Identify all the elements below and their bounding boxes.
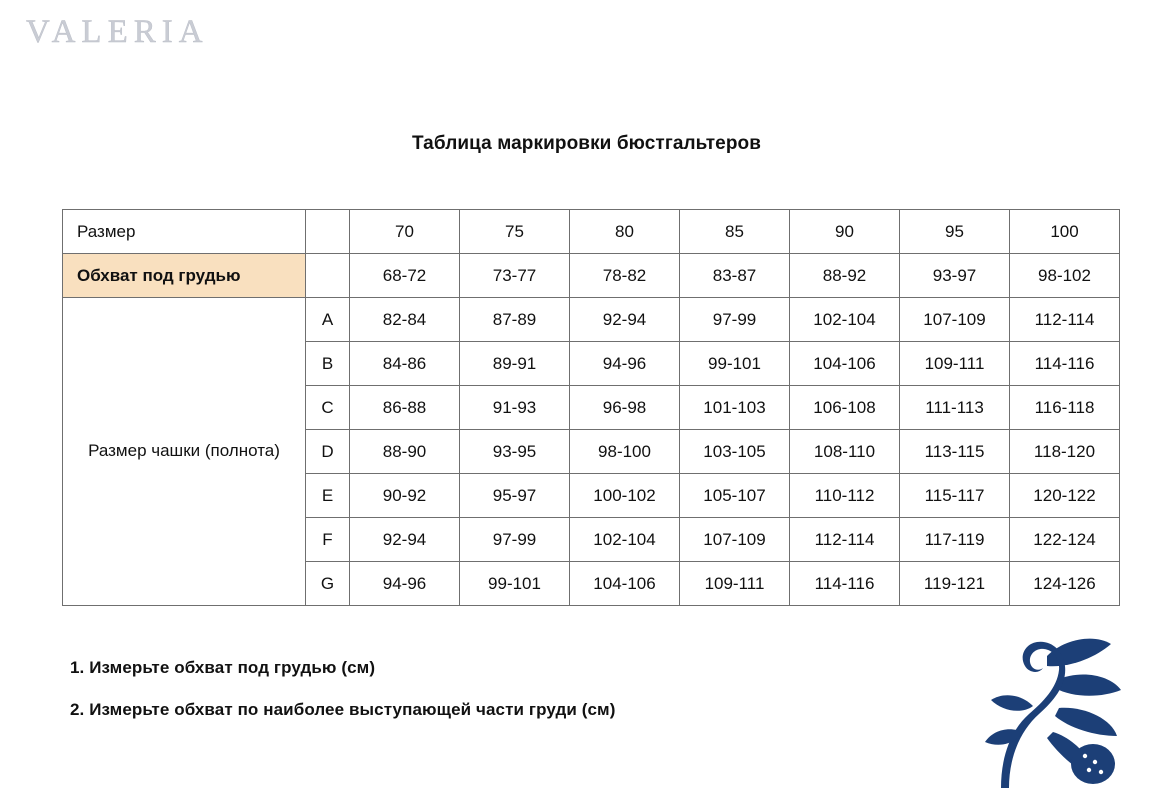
- instruction-step-1: 1. Измерьте обхват под грудью (см): [70, 658, 376, 677]
- cup-b-value-80: 94-96: [570, 342, 680, 386]
- cup-d-value-70: 88-90: [350, 430, 460, 474]
- cup-a-value-95: 107-109: [900, 298, 1010, 342]
- cup-size-block-label: Размер чашки (полнота): [63, 298, 306, 606]
- header-size-label: Размер: [63, 210, 306, 254]
- cup-e-value-70: 90-92: [350, 474, 460, 518]
- cup-e-value-100: 120-122: [1010, 474, 1120, 518]
- header-size-75: 75: [460, 210, 570, 254]
- cup-g-value-80: 104-106: [570, 562, 680, 606]
- cup-d-value-75: 93-95: [460, 430, 570, 474]
- cup-a-value-80: 92-94: [570, 298, 680, 342]
- header-size-80: 80: [570, 210, 680, 254]
- underbust-value-70: 68-72: [350, 254, 460, 298]
- floral-flourish-decoration: [897, 610, 1157, 790]
- cup-c-value-100: 116-118: [1010, 386, 1120, 430]
- cup-b-value-70: 84-86: [350, 342, 460, 386]
- cup-g-value-90: 114-116: [790, 562, 900, 606]
- cup-d-value-95: 113-115: [900, 430, 1010, 474]
- table-header-row: [63, 210, 1120, 254]
- underbust-value-75: 73-77: [460, 254, 570, 298]
- cup-f-value-70: 92-94: [350, 518, 460, 562]
- cup-e-value-80: 100-102: [570, 474, 680, 518]
- cup-c-value-85: 101-103: [680, 386, 790, 430]
- cup-a-value-85: 97-99: [680, 298, 790, 342]
- cup-e-value-90: 110-112: [790, 474, 900, 518]
- size-table-container: [62, 209, 1111, 606]
- bra-size-table: [62, 209, 1120, 606]
- cup-f-value-80: 102-104: [570, 518, 680, 562]
- cup-b-value-90: 104-106: [790, 342, 900, 386]
- header-size-100: 100: [1010, 210, 1120, 254]
- cup-e-value-75: 95-97: [460, 474, 570, 518]
- cup-f-value-85: 107-109: [680, 518, 790, 562]
- cup-f-value-75: 97-99: [460, 518, 570, 562]
- cup-g-value-75: 99-101: [460, 562, 570, 606]
- cup-c-value-80: 96-98: [570, 386, 680, 430]
- cup-e-value-85: 105-107: [680, 474, 790, 518]
- cup-d-value-80: 98-100: [570, 430, 680, 474]
- cup-c-value-70: 86-88: [350, 386, 460, 430]
- header-size-70: 70: [350, 210, 460, 254]
- cup-letter-a: A: [306, 298, 350, 342]
- cup-letter-d: D: [306, 430, 350, 474]
- cup-b-value-85: 99-101: [680, 342, 790, 386]
- cup-a-value-75: 87-89: [460, 298, 570, 342]
- cup-f-value-95: 117-119: [900, 518, 1010, 562]
- header-size-95: 95: [900, 210, 1010, 254]
- cup-g-value-100: 124-126: [1010, 562, 1120, 606]
- cup-a-value-90: 102-104: [790, 298, 900, 342]
- page-title: Таблица маркировки бюстгальтеров: [411, 133, 762, 154]
- cup-letter-e: E: [306, 474, 350, 518]
- cup-letter-c: C: [306, 386, 350, 430]
- cup-c-value-95: 111-113: [900, 386, 1010, 430]
- underbust-label: Обхват под грудью: [63, 254, 306, 298]
- underbust-value-90: 88-92: [790, 254, 900, 298]
- underbust-letter: [306, 254, 350, 298]
- cup-letter-f: F: [306, 518, 350, 562]
- measurement-instructions: [70, 658, 870, 742]
- cup-b-value-75: 89-91: [460, 342, 570, 386]
- instruction-step-2: 2. Измерьте обхват по наиболее выступающей части груди (см): [70, 700, 616, 719]
- table-row-underbust: [63, 254, 1120, 298]
- header-letter-col: [306, 210, 350, 254]
- cup-c-value-75: 91-93: [460, 386, 570, 430]
- cup-letter-b: B: [306, 342, 350, 386]
- cup-d-value-85: 103-105: [680, 430, 790, 474]
- underbust-value-95: 93-97: [900, 254, 1010, 298]
- cup-d-value-90: 108-110: [790, 430, 900, 474]
- header-size-85: 85: [680, 210, 790, 254]
- cup-d-value-100: 118-120: [1010, 430, 1120, 474]
- cup-e-value-95: 115-117: [900, 474, 1010, 518]
- cup-b-value-100: 114-116: [1010, 342, 1120, 386]
- underbust-value-100: 98-102: [1010, 254, 1120, 298]
- brand-logo: VALERIA: [26, 14, 209, 50]
- cup-letter-g: G: [306, 562, 350, 606]
- cup-f-value-100: 122-124: [1010, 518, 1120, 562]
- cup-f-value-90: 112-114: [790, 518, 900, 562]
- cup-g-value-70: 94-96: [350, 562, 460, 606]
- cup-a-value-70: 82-84: [350, 298, 460, 342]
- underbust-value-85: 83-87: [680, 254, 790, 298]
- cup-c-value-90: 106-108: [790, 386, 900, 430]
- cup-a-value-100: 112-114: [1010, 298, 1120, 342]
- cup-g-value-95: 119-121: [900, 562, 1010, 606]
- table-row-cup-a: [63, 298, 1120, 342]
- cup-g-value-85: 109-111: [680, 562, 790, 606]
- underbust-value-80: 78-82: [570, 254, 680, 298]
- header-size-90: 90: [790, 210, 900, 254]
- cup-b-value-95: 109-111: [900, 342, 1010, 386]
